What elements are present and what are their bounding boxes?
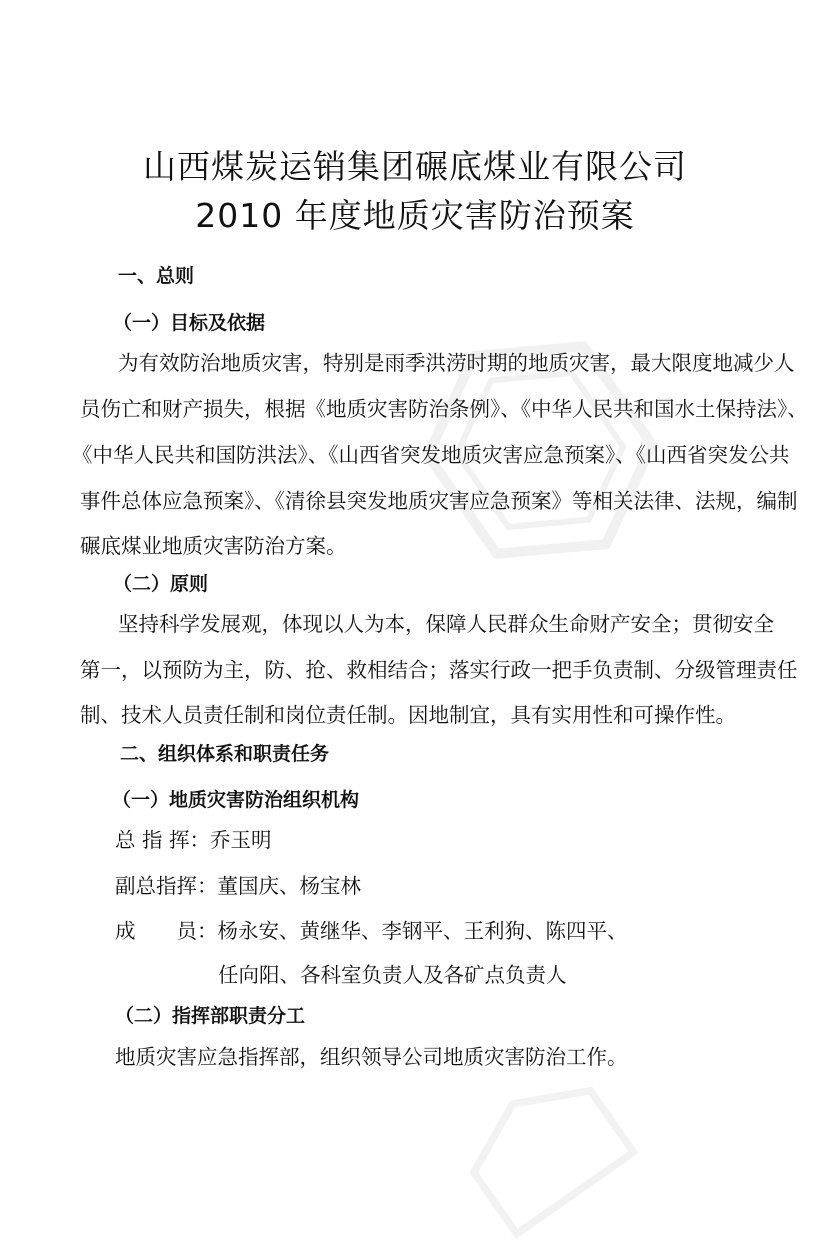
paragraph-line: 为有效防治地质灾害，特别是雨季洪涝时期的地质灾害，最大限度地减少人: [118, 351, 795, 375]
section-heading-organization: 二、组织体系和职责任务: [120, 743, 330, 765]
paragraph-line: 制、技术人员责任制和岗位责任制。因地制宜，具有实用性和可操作性。: [80, 703, 736, 727]
paragraph-line: 《中华人民共和国防洪法》、《山西省突发地质灾害应急预案》、《山西省突发公共: [72, 443, 790, 467]
commander-label: 总 指 挥：: [115, 828, 211, 852]
paragraph-line: 事件总体应急预案》、《清徐县突发地质灾害应急预案》等相关法律、法规，编制: [80, 489, 798, 513]
commander-row: [115, 826, 272, 854]
paragraph-line: 员伤亡和财产损失，根据《地质灾害防治条例》、《中华人民共和国水土保持法》、: [80, 397, 808, 421]
subsection-heading-structure: （一）地质灾害防治组织机构: [112, 789, 360, 811]
members-row-continued: 任向阳、各科室负责人及各矿点负责人: [218, 963, 567, 987]
paragraph-line: 地质灾害应急指挥部，组织领导公司地质灾害防治工作。: [115, 1045, 628, 1069]
members-row: [115, 917, 628, 945]
watermark-icon: [449, 1058, 641, 1242]
deputy-label: 副总指挥：: [115, 874, 218, 898]
commander-name: 乔玉明: [210, 828, 272, 852]
document-title: 山西煤炭运销集团碾底煤业有限公司: [143, 147, 687, 186]
subsection-heading-principles: （二）原则: [113, 573, 209, 595]
members-names: 杨永安、黄继华、李钢平、王利狗、陈四平、: [217, 919, 628, 943]
members-label: 成 员：: [115, 919, 218, 943]
deputy-row: [115, 872, 361, 900]
document-subtitle: 2010 年度地质灾害防治预案: [195, 196, 635, 235]
paragraph-line: 碾底煤业地质灾害防治方案。: [80, 534, 347, 558]
subsection-heading-duties: （二）指挥部职责分工: [115, 1005, 306, 1027]
deputy-names: 董国庆、杨宝林: [217, 874, 361, 898]
paragraph-line: 坚持科学发展观，体现以人为本，保障人民群众生命财产安全；贯彻安全: [118, 612, 774, 636]
paragraph-line: 第一，以预防为主，防、抢、救相结合；落实行政一把手负责制、分级管理责任: [80, 658, 798, 682]
subsection-heading-goals: （一）目标及依据: [113, 312, 266, 334]
section-heading-general: 一、总则: [118, 265, 195, 287]
